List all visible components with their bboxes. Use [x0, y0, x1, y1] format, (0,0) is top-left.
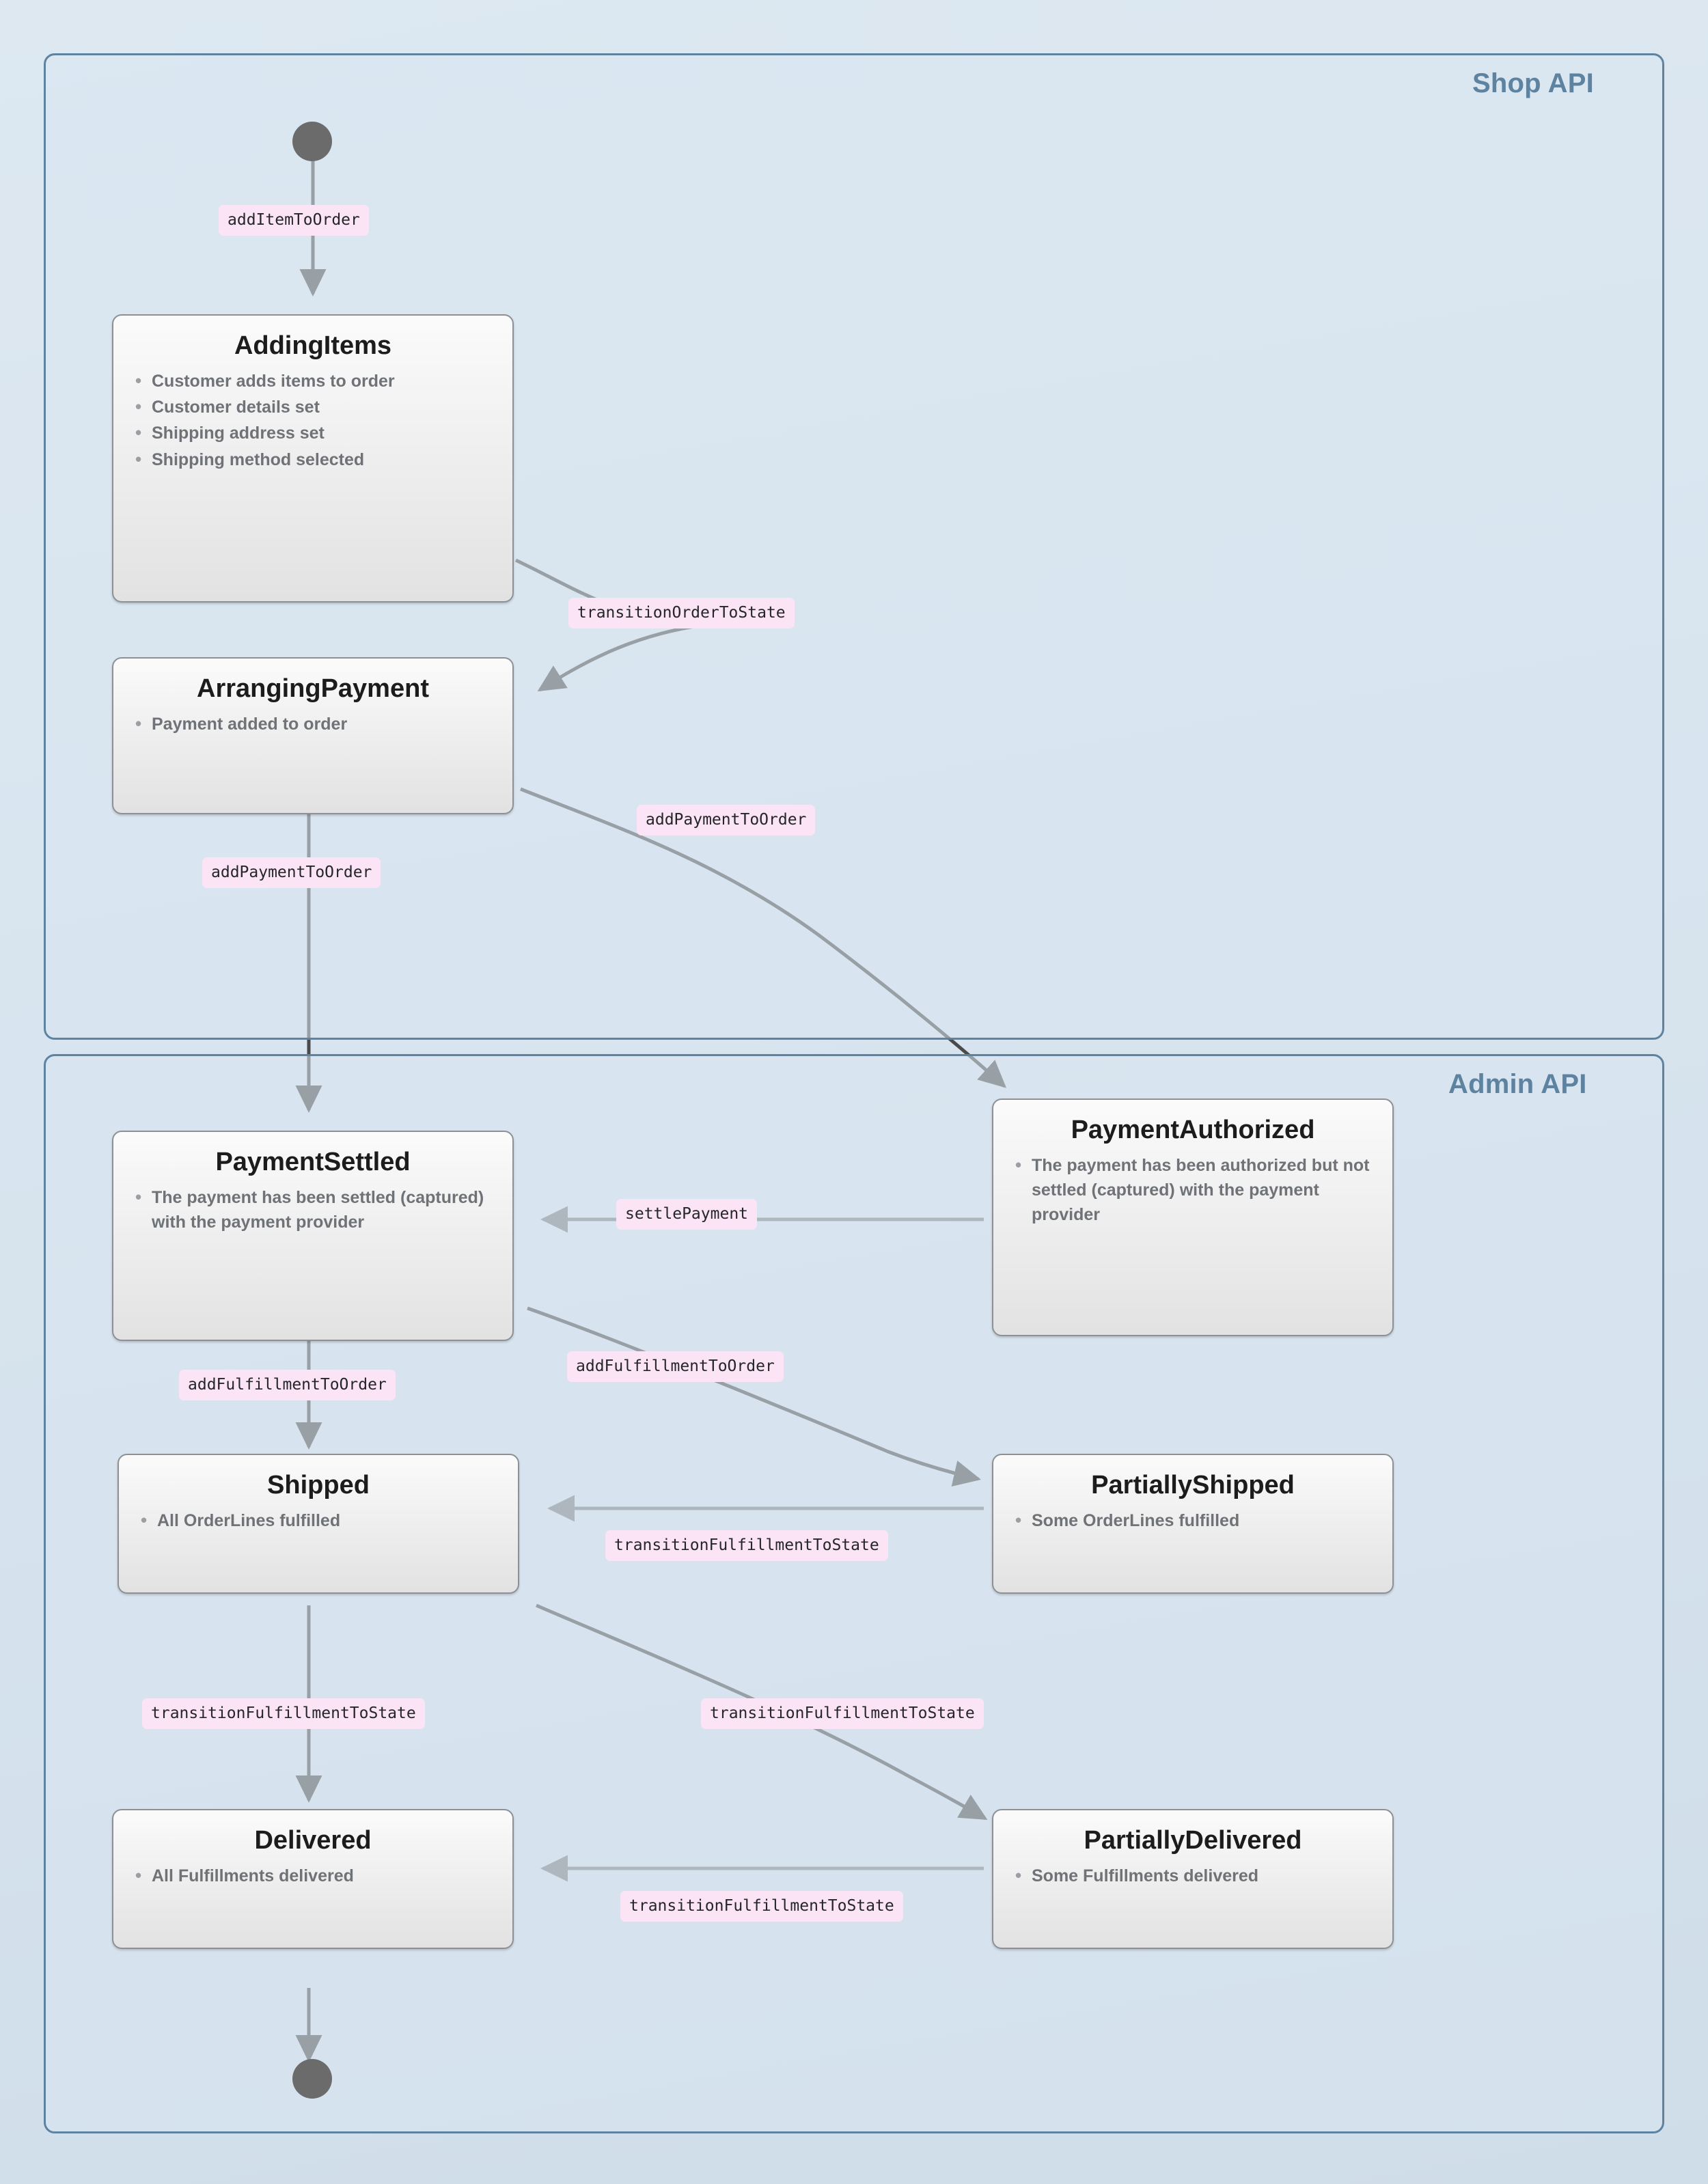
edge-label-transition-order-to-state: transitionOrderToState	[568, 598, 795, 628]
state-node-title: PartiallyShipped	[1091, 1471, 1295, 1499]
state-node-item: • All OrderLines fulfilled	[157, 1508, 500, 1533]
state-node-item: • Customer details set	[152, 395, 495, 419]
state-node-title: PaymentSettled	[215, 1148, 411, 1176]
edge-label-transition-fulfillment-to-state-shipped-partially-delivered: transitionFulfillmentToState	[701, 1698, 984, 1729]
state-node-items	[1008, 1153, 1377, 1228]
edge-label-settle-payment: settlePayment	[616, 1199, 757, 1230]
edge-label-add-payment-to-order-left: addPaymentToOrder	[202, 857, 381, 888]
state-node-partially-shipped[interactable]	[992, 1454, 1394, 1594]
edge-label-transition-fulfillment-to-state-partially-shipped: transitionFulfillmentToState	[605, 1530, 888, 1561]
edge-label-add-payment-to-order-right: addPaymentToOrder	[637, 805, 815, 835]
state-node-items	[134, 1508, 503, 1533]
state-node-item: • Some Fulfillments delivered	[1032, 1864, 1375, 1888]
state-node-items	[1008, 1864, 1377, 1888]
state-node-delivered[interactable]	[112, 1809, 514, 1949]
state-node-item: • Customer adds items to order	[152, 369, 495, 393]
state-node-shipped[interactable]	[118, 1454, 519, 1594]
state-node-adding-items[interactable]	[112, 314, 514, 603]
start-node	[292, 122, 332, 161]
state-node-title: ArrangingPayment	[197, 674, 429, 703]
state-node-payment-authorized[interactable]	[992, 1098, 1394, 1336]
state-node-title: PartiallyDelivered	[1084, 1826, 1302, 1855]
state-node-item: • Some OrderLines fulfilled	[1032, 1508, 1375, 1533]
state-node-partially-delivered[interactable]	[992, 1809, 1394, 1949]
edge-label-transition-fulfillment-to-state-shipped-delivered: transitionFulfillmentToState	[142, 1698, 425, 1729]
state-node-items	[128, 1864, 497, 1888]
group-shop-api-title: Shop API	[1472, 68, 1594, 98]
state-node-item: • The payment has been settled (captured) with the payment provider	[152, 1185, 495, 1235]
state-node-payment-settled[interactable]	[112, 1131, 514, 1341]
state-node-items	[128, 369, 497, 472]
state-node-title: PaymentAuthorized	[1071, 1116, 1315, 1144]
state-node-item: • All Fulfillments delivered	[152, 1864, 495, 1888]
state-node-title: Shipped	[267, 1471, 370, 1499]
state-node-items	[128, 712, 497, 736]
edge-label-add-fulfillment-to-order-right: addFulfillmentToOrder	[567, 1351, 784, 1382]
edge-label-add-fulfillment-to-order-left: addFulfillmentToOrder	[179, 1370, 396, 1400]
state-node-item: • Payment added to order	[152, 712, 495, 736]
state-node-item: • Shipping address set	[152, 421, 495, 445]
state-node-title: AddingItems	[234, 331, 392, 360]
state-node-item: • Shipping method selected	[152, 447, 495, 472]
state-node-arranging-payment[interactable]	[112, 657, 514, 814]
state-node-items	[128, 1185, 497, 1235]
group-admin-api-title: Admin API	[1448, 1069, 1587, 1099]
edge-label-transition-fulfillment-to-state-partially-delivered: transitionFulfillmentToState	[620, 1891, 903, 1922]
state-node-title: Delivered	[254, 1826, 372, 1855]
edge-label-add-item-to-order: addItemToOrder	[219, 205, 369, 236]
state-node-items	[1008, 1508, 1377, 1533]
end-node	[292, 2059, 332, 2099]
state-node-item: • The payment has been authorized but not settled (captured) with the payment provider	[1032, 1153, 1375, 1228]
